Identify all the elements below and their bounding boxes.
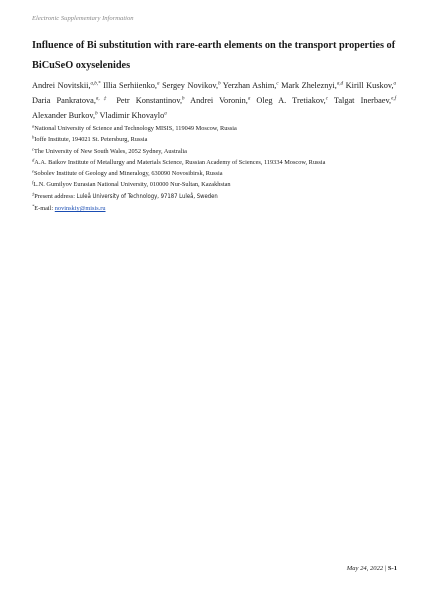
author: Alexander Burkov,$^b$: [32, 111, 98, 121]
author: Kirill Kuskov,$^a$: [345, 81, 397, 90]
running-header: Electronic Supplementary Information: [32, 15, 134, 22]
author: Daria Pankratova,$^{a,\ddagger}$: [32, 96, 111, 106]
affiliation: $^b$Ioffe Institute, 194021 St. Petersburg, Russia: [32, 134, 148, 144]
affiliation: $^d$A.A. Baikov Institute of Metallurgy and Materials Science, Russian Academy of Sciences, 119334 Moscow, Russia: [32, 157, 326, 166]
email-link[interactable]: novinskiy@misis.ru: [54, 205, 106, 213]
affiliation: $^f$L.N. Gumilyov Eurasian National University, 010000 Nur-Sultan, Kazakhstan: [32, 179, 231, 189]
footer-date: May 24, 2022: [346, 565, 384, 572]
author: Yerzhan Ashim,$^c$: [222, 81, 279, 90]
title-line-1: Influence of Bi substitution with rare-earth elements on the transport properties of: [32, 40, 396, 51]
author: Talgat Inerbaev,$^{e,f}$: [333, 96, 396, 106]
page-footer: [347, 565, 397, 572]
author: Andrei Voronin,$^a$: [190, 96, 251, 106]
author: Oleg A. Tretiakov,$^c$: [256, 96, 328, 106]
affiliation-list: [32, 123, 396, 214]
footer-separator: |: [384, 565, 387, 572]
author: Mark Zheleznyi,$^{a,d}$: [281, 81, 344, 90]
page-number: S-1: [387, 565, 397, 572]
present-address-institution: Luleå University of Technology, 97187 Luleå, Sweden: [76, 193, 218, 200]
author: Andrei Novitskii,$^{a,b,*}$: [32, 81, 101, 90]
author: Illia Serhiienko,$^a$: [103, 81, 160, 90]
title-line-2: BiCuSeO oxyselenides: [32, 59, 131, 71]
corresponding-email: *E-mail: novinskiy@misis.ru: [32, 203, 106, 213]
affiliation: $^a$National University of Science and Technology MISIS, 119049 Moscow, Russia: [32, 123, 237, 132]
author-list: [32, 78, 396, 124]
author: Sergey Novikov,$^b$: [162, 81, 221, 90]
affiliation: $^e$Sobolev Institute of Geology and Mineralogy, 630090 Novosibirsk, Russia: [32, 168, 223, 178]
author: Petr Konstantinov,$^b$: [116, 96, 185, 106]
paper-title: [32, 36, 396, 75]
present-address: ‡Present address: Luleå University of Technology, 97187 Luleå, Sweden: [32, 191, 218, 200]
affiliation: $^c$The University of New South Wales, 2052 Sydney, Australia: [32, 146, 187, 155]
author: Vladimir Khovaylo$^a$: [99, 111, 167, 121]
